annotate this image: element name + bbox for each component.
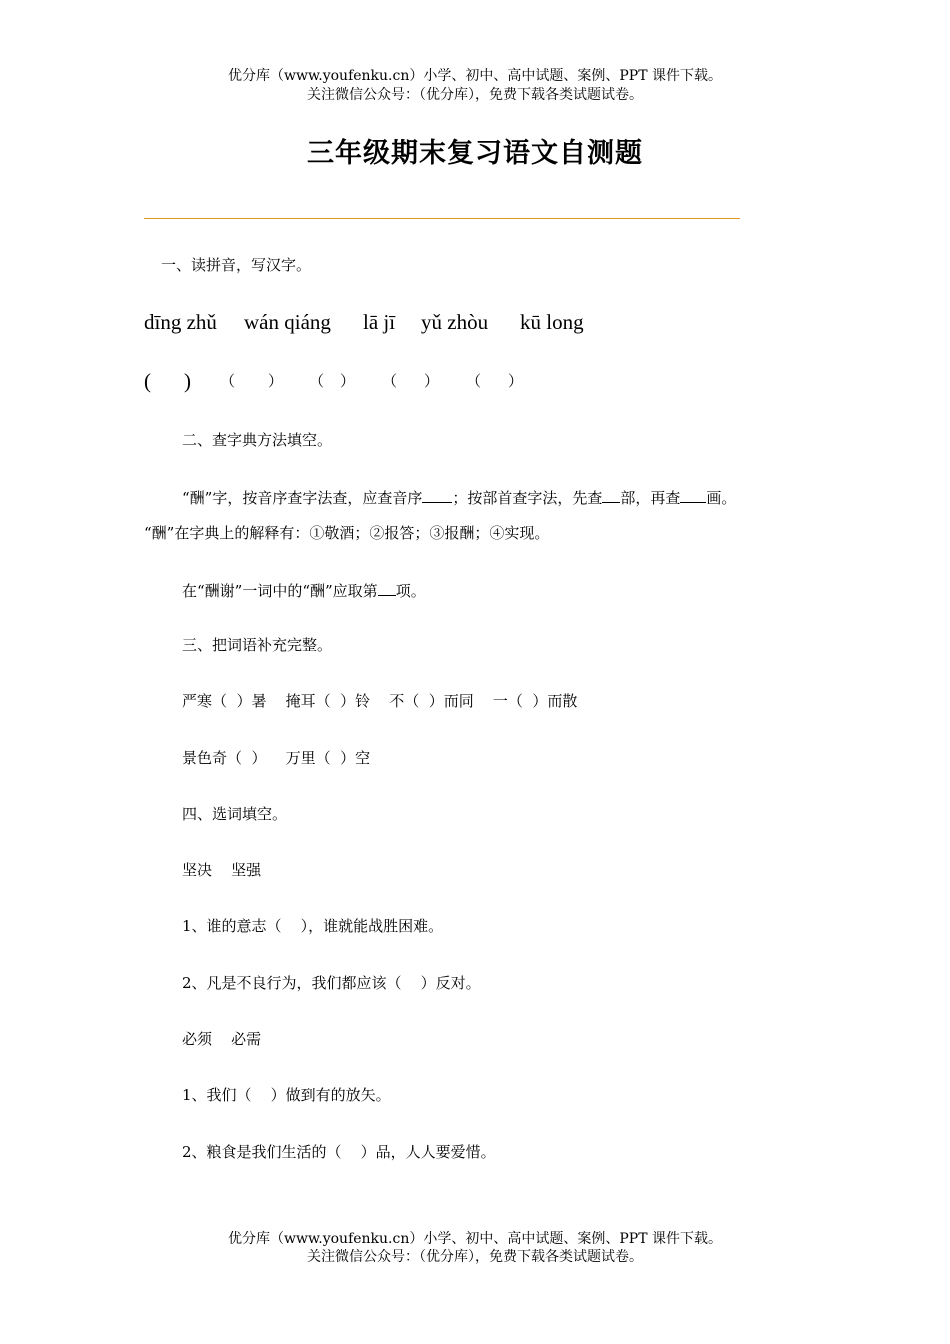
answer-blank-radical[interactable] [602,486,620,503]
definition-question [182,579,426,601]
idiom-row-2: 景色奇（ ） 万里（ ）空 [182,749,371,767]
pinyin-4: yǔ zhòu [421,310,489,334]
footer-line-2: 关注微信公众号：（优分库），免费下载各类试题试卷。 [307,1249,643,1265]
word-choice-group-1: 坚决 坚强 [182,861,262,879]
pinyin-3: lā jī [363,310,396,334]
dictionary-text-a: “酬”字，按音序查字法查，应查音序 [182,489,423,507]
dictionary-question [182,486,736,508]
group-2-question-2: 2、粮食是我们生活的（ ）品，人人要爱惜。 [182,1143,496,1161]
blank-4-open: （ [382,372,398,390]
group-1-question-1: 1、谁的意志（ ），谁就能战胜困难。 [182,917,444,935]
blank-3-open: （ [309,372,325,390]
idiom-row-1: 严寒（ ）暑 掩耳（ ）铃 不（ ）而同 一（ ）而散 [182,692,578,710]
group-1-question-2: 2、凡是不良行为，我们都应该（ ）反对。 [182,974,481,992]
definition-text-b: 项。 [395,582,426,600]
dictionary-text-b: ；按部首查字法，先查 [452,489,603,507]
definition-text-a: 在“酬谢”一词中的“酬”应取第 [182,582,378,600]
header-line-2: 关注微信公众号：（优分库），免费下载各类试题试卷。 [307,87,643,103]
word-choice-group-2: 必须 必需 [182,1030,262,1048]
pinyin-2: wán qiáng [244,310,331,334]
blank-2-close: ） [268,372,284,390]
dictionary-text-c: 部，再查 [620,489,681,507]
group-2-question-1: 1、我们（ ）做到有的放矢。 [182,1086,391,1104]
answer-blank-phonetic[interactable] [422,486,452,503]
section-1-heading: 一、读拼音，写汉字。 [161,256,312,274]
section-2-heading: 二、查字典方法填空。 [182,431,333,449]
dictionary-definitions: “酬”在字典上的解释有：①敬酒；②报答；③报酬；④实现。 [144,524,550,542]
blank-1-close: ) [184,369,191,393]
pinyin-1: dīng zhǔ [144,310,217,334]
section-4-heading: 四、选词填空。 [182,805,288,823]
blank-5-close: ） [508,372,524,390]
answer-blank-definition[interactable] [378,579,396,596]
footer-line-1: 优分库（www.youfenku.cn）小学、初中、高中试题、案例、PPT 课件下载。 [227,1231,722,1247]
pinyin-5: kū long [520,310,584,334]
blank-5-open: （ [466,372,482,390]
blank-3-close: ） [340,372,356,390]
header-line-1: 优分库（www.youfenku.cn）小学、初中、高中试题、案例、PPT 课件下载。 [227,68,722,84]
page-title: 三年级期末复习语文自测题 [307,138,643,169]
blank-4-close: ） [424,372,440,390]
title-divider [144,218,740,219]
section-3-heading: 三、把词语补充完整。 [182,636,333,654]
answer-blank-strokes[interactable] [680,486,706,503]
dictionary-text-d: 画。 [706,489,737,507]
blank-2-open: （ [220,372,236,390]
blank-1-open: ( [144,369,151,393]
